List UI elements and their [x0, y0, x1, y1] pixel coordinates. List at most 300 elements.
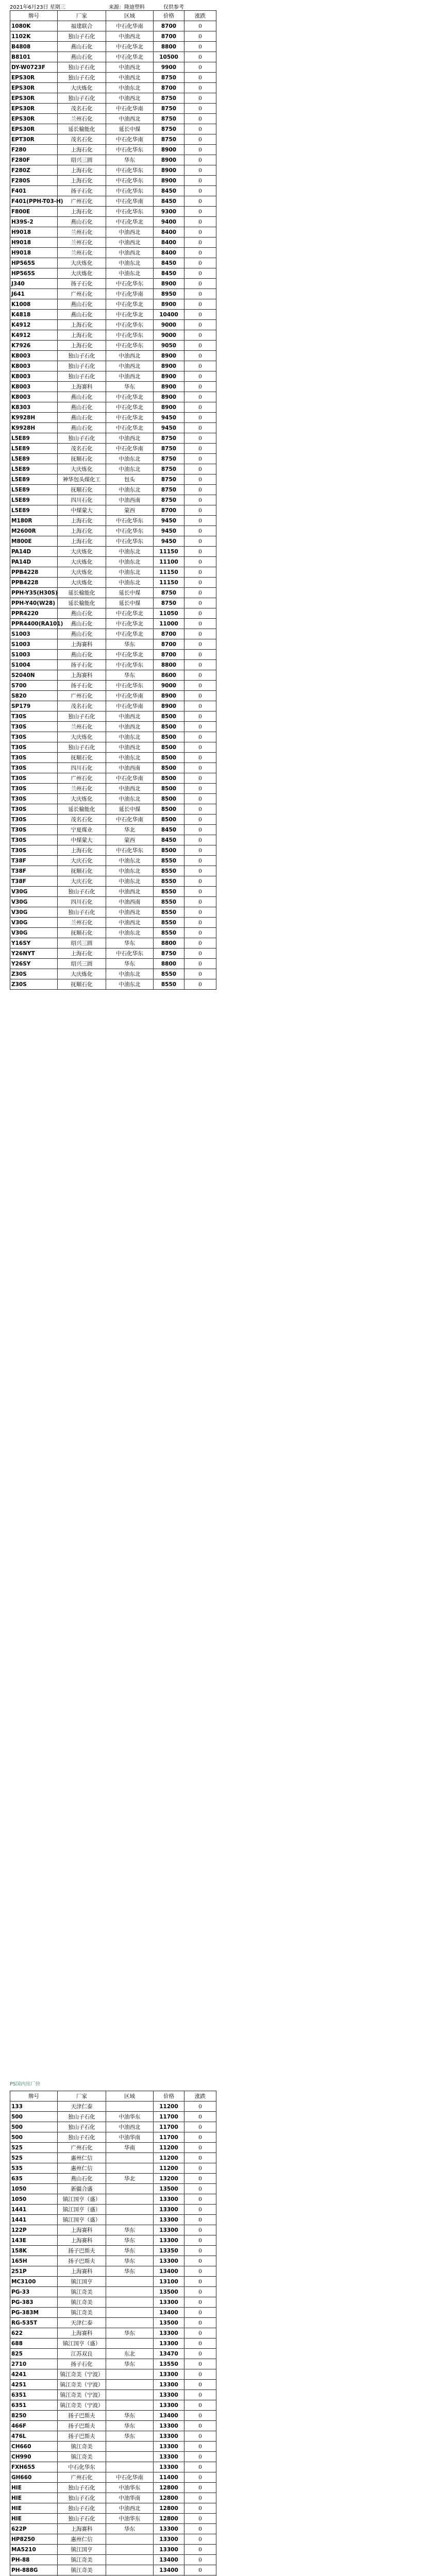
- col-maker: 大庆炼化: [58, 557, 106, 567]
- col-grade: PPR4400(RA101): [10, 619, 58, 629]
- col-grade: 1441: [10, 2215, 58, 2225]
- table-row: [10, 681, 216, 691]
- col-maker: 大庆炼化: [58, 83, 106, 93]
- col-change: 0: [184, 2390, 216, 2400]
- col-maker: 上海石化: [58, 948, 106, 959]
- col-change: 0: [184, 2318, 216, 2328]
- col-grade: K1008: [10, 299, 58, 310]
- col-price: 9450: [154, 516, 184, 526]
- table-row: [10, 165, 216, 176]
- col-change: 0: [184, 918, 216, 928]
- table-row: [10, 650, 216, 660]
- col-region: 蒙西: [106, 835, 154, 845]
- col-price: 8750: [154, 464, 184, 474]
- col-maker: 中煤蒙大: [58, 835, 106, 845]
- col-maker: 延长榆能化: [58, 124, 106, 134]
- top-info-bar: [10, 2, 216, 10]
- col-maker: 抚顺石化: [58, 454, 106, 464]
- col-grade: EPS30R: [10, 104, 58, 114]
- col-region: 包头: [106, 474, 154, 485]
- table-row: [10, 2503, 216, 2514]
- table-row: [10, 598, 216, 608]
- col-maker: 上海赛科: [58, 2225, 106, 2235]
- col-price: 8550: [154, 887, 184, 897]
- col-change: 0: [184, 2421, 216, 2431]
- col-region: 中油西北: [106, 361, 154, 371]
- col-grade: 165H: [10, 2256, 58, 2266]
- table-row: [10, 444, 216, 454]
- col-change: 0: [184, 2452, 216, 2462]
- table-row: [10, 918, 216, 928]
- col-change: 0: [184, 2112, 216, 2122]
- table-row: [10, 2483, 216, 2493]
- col-region: 中石化华东: [106, 681, 154, 691]
- table-row: [10, 547, 216, 557]
- col-maker: 扬子石化: [58, 279, 106, 289]
- col-grade: 133: [10, 2102, 58, 2112]
- col-maker: 抚顺石化: [58, 928, 106, 938]
- col-region: 中石化华北: [106, 392, 154, 402]
- col-maker: 镇江奇美: [58, 2297, 106, 2308]
- col-maker: 抚顺石化: [58, 979, 106, 990]
- col-change: 0: [184, 2297, 216, 2308]
- col-grade: 525: [10, 2143, 58, 2153]
- col-maker: 镇江奇美（宁波）: [58, 2390, 106, 2400]
- col-price: 13300: [154, 2369, 184, 2380]
- col-change: 0: [184, 155, 216, 165]
- table-row: [10, 155, 216, 165]
- col-grade: 4241: [10, 2369, 58, 2380]
- col-region: 中油东北: [106, 258, 154, 268]
- col-price: 9450: [154, 413, 184, 423]
- report-date: 2021年6月23日 星期三: [10, 5, 65, 10]
- col-price: 11200: [154, 2102, 184, 2112]
- section-title: PS国内出厂价: [10, 2081, 41, 2087]
- table-row: [10, 784, 216, 794]
- col-price: 11700: [154, 2122, 184, 2132]
- col-price: 11700: [154, 2132, 184, 2143]
- table-row: [10, 402, 216, 413]
- table-row: [10, 711, 216, 722]
- col-price: 8700: [154, 31, 184, 42]
- col-price: 9400: [154, 217, 184, 227]
- table-row: [10, 134, 216, 145]
- col-region: [106, 2297, 154, 2308]
- col-price: 8450: [154, 835, 184, 845]
- col-grade: V30G: [10, 887, 58, 897]
- col-region: 华东: [106, 382, 154, 392]
- col-region: 华东: [106, 938, 154, 948]
- table-row: [10, 742, 216, 753]
- table-row: [10, 2534, 216, 2545]
- col-region: 中油东北: [106, 794, 154, 804]
- col-change: 0: [184, 474, 216, 485]
- col-maker: 燕山石化: [58, 52, 106, 62]
- col-change: 0: [184, 2555, 216, 2565]
- col-maker: 兰州石化: [58, 918, 106, 928]
- col-change: 0: [184, 876, 216, 887]
- col-region: 中石化华东: [106, 165, 154, 176]
- col-grade: 635: [10, 2174, 58, 2184]
- col-price: 8550: [154, 969, 184, 979]
- col-maker: 大庆炼化: [58, 547, 106, 557]
- table-row: [10, 866, 216, 876]
- col-region: 华东: [106, 2266, 154, 2277]
- col-price: 13400: [154, 2308, 184, 2318]
- col-region: [106, 2338, 154, 2349]
- disclaimer-note: 仅供参考: [163, 5, 184, 10]
- col-maker: 镇江奇美: [58, 2452, 106, 2462]
- col-price: 8500: [154, 784, 184, 794]
- col-price: 13300: [154, 2452, 184, 2462]
- col-maker: 上海赛科: [58, 2266, 106, 2277]
- col-change: 0: [184, 248, 216, 258]
- table-row: [10, 52, 216, 62]
- col-grade: 1080K: [10, 21, 58, 31]
- col-maker: 镇江奇美: [58, 2287, 106, 2297]
- col-grade: K8003: [10, 361, 58, 371]
- table-header-row: [10, 11, 216, 21]
- col-change: 0: [184, 217, 216, 227]
- col-grade: T30S: [10, 732, 58, 742]
- col-price: 13300: [154, 2390, 184, 2400]
- col-change: 0: [184, 2246, 216, 2256]
- col-maker: 广州石化: [58, 2472, 106, 2483]
- col-maker: 独山子石化: [58, 351, 106, 361]
- col-change: 0: [184, 2184, 216, 2194]
- col-region: 中油东北: [106, 753, 154, 763]
- col-grade: Z30S: [10, 979, 58, 990]
- col-price: 8900: [154, 279, 184, 289]
- col-region: 中油东北: [106, 856, 154, 866]
- col-price: 13500: [154, 2318, 184, 2328]
- col-change: 0: [184, 268, 216, 279]
- col-maker: 独山子石化: [58, 2112, 106, 2122]
- header-col-maker: 厂家: [58, 11, 106, 21]
- table-row: [10, 464, 216, 474]
- col-change: 0: [184, 392, 216, 402]
- table-row: [10, 238, 216, 248]
- col-price: 13300: [154, 2194, 184, 2205]
- col-change: 0: [184, 2194, 216, 2205]
- table-row: [10, 114, 216, 124]
- col-price: 8550: [154, 866, 184, 876]
- col-grade: F280Z: [10, 165, 58, 176]
- header-col-grade: 牌号: [10, 2091, 58, 2102]
- col-price: 8550: [154, 918, 184, 928]
- col-grade: F280F: [10, 155, 58, 165]
- col-maker: 扬子石化: [58, 660, 106, 670]
- col-maker: 兰州石化: [58, 227, 106, 238]
- col-price: 8550: [154, 979, 184, 990]
- col-change: 0: [184, 104, 216, 114]
- col-maker: 镇江奇美: [58, 2442, 106, 2452]
- table-row: [10, 423, 216, 433]
- col-price: 9000: [154, 330, 184, 341]
- col-price: 8750: [154, 948, 184, 959]
- col-change: 0: [184, 2122, 216, 2132]
- table-row: [10, 2174, 216, 2184]
- col-maker: 宁夏煤业: [58, 825, 106, 835]
- col-change: 0: [184, 711, 216, 722]
- col-grade: B4808: [10, 42, 58, 52]
- col-grade: 500: [10, 2112, 58, 2122]
- col-change: 0: [184, 2266, 216, 2277]
- col-region: 延长中煤: [106, 804, 154, 815]
- col-maker: 大庆炼化: [58, 732, 106, 742]
- col-maker: 天津仁泰: [58, 2102, 106, 2112]
- col-change: 0: [184, 887, 216, 897]
- col-change: 0: [184, 2287, 216, 2297]
- table-row: [10, 2493, 216, 2503]
- col-price: 13300: [154, 2205, 184, 2215]
- col-change: 0: [184, 567, 216, 578]
- col-price: 8700: [154, 83, 184, 93]
- col-maker: 大庆石化: [58, 856, 106, 866]
- col-price: 11200: [154, 2163, 184, 2174]
- col-region: 中石化华东: [106, 145, 154, 155]
- col-region: [106, 2390, 154, 2400]
- col-grade: 8250: [10, 2411, 58, 2421]
- col-grade: J641: [10, 289, 58, 299]
- col-region: 中石化华北: [106, 42, 154, 52]
- col-region: 中油东北: [106, 567, 154, 578]
- col-price: 13300: [154, 2431, 184, 2442]
- col-maker: 镇江奇美（宁波）: [58, 2369, 106, 2380]
- col-region: 延长中煤: [106, 598, 154, 608]
- col-change: 0: [184, 21, 216, 31]
- col-grade: F401: [10, 186, 58, 196]
- col-grade: T30S: [10, 825, 58, 835]
- table-row: [10, 248, 216, 258]
- col-change: 0: [184, 2174, 216, 2184]
- col-grade: K8003: [10, 371, 58, 382]
- col-region: 中油西北: [106, 887, 154, 897]
- col-region: [106, 2277, 154, 2287]
- col-change: 0: [184, 124, 216, 134]
- col-price: 13200: [154, 2174, 184, 2184]
- col-change: 0: [184, 2462, 216, 2472]
- col-maker: 茂名石化: [58, 134, 106, 145]
- col-price: 8900: [154, 382, 184, 392]
- col-maker: 茂名石化: [58, 104, 106, 114]
- col-grade: K8003: [10, 392, 58, 402]
- col-grade: L5E89: [10, 474, 58, 485]
- table-row: [10, 351, 216, 361]
- col-grade: L5E89: [10, 454, 58, 464]
- header-col-change: 涨跌: [184, 2091, 216, 2102]
- col-region: 中油西北: [106, 371, 154, 382]
- col-maker: 燕山石化: [58, 608, 106, 619]
- col-region: 中石化华南: [106, 701, 154, 711]
- col-price: 13400: [154, 2411, 184, 2421]
- col-region: 华东: [106, 2256, 154, 2266]
- col-grade: K8003: [10, 351, 58, 361]
- table-row: [10, 845, 216, 856]
- col-price: 11050: [154, 608, 184, 619]
- col-price: 11400: [154, 2472, 184, 2483]
- col-region: [106, 2380, 154, 2390]
- col-maker: 燕山石化: [58, 42, 106, 52]
- col-maker: 兰州石化: [58, 784, 106, 794]
- col-price: 8800: [154, 42, 184, 52]
- col-region: 中油西北: [106, 711, 154, 722]
- col-change: 0: [184, 897, 216, 907]
- table-row: [10, 42, 216, 52]
- col-region: 中石化华东: [106, 948, 154, 959]
- col-price: 9050: [154, 341, 184, 351]
- col-region: 中油东北: [106, 979, 154, 990]
- col-region: 中石化华东: [106, 320, 154, 330]
- col-change: 0: [184, 753, 216, 763]
- col-region: 华东: [106, 2359, 154, 2369]
- col-change: 0: [184, 165, 216, 176]
- table-row: [10, 73, 216, 83]
- table-row: [10, 104, 216, 114]
- col-maker: 扬子石化: [58, 186, 106, 196]
- col-price: 8900: [154, 155, 184, 165]
- col-change: 0: [184, 464, 216, 474]
- table-row: [10, 928, 216, 938]
- col-change: 0: [184, 2411, 216, 2421]
- col-change: 0: [184, 2328, 216, 2338]
- col-change: 0: [184, 2380, 216, 2390]
- col-grade: PPH-Y35(H30S): [10, 588, 58, 598]
- table-row: [10, 93, 216, 104]
- col-maker: 兰州石化: [58, 114, 106, 124]
- col-maker: 独山子石化: [58, 907, 106, 918]
- col-region: 中石化华南: [106, 2472, 154, 2483]
- col-change: 0: [184, 629, 216, 639]
- col-grade: MA5210: [10, 2545, 58, 2555]
- col-price: 8900: [154, 165, 184, 176]
- col-maker: 天津仁泰: [58, 2318, 106, 2328]
- col-change: 0: [184, 825, 216, 835]
- col-price: 8500: [154, 763, 184, 773]
- table-row: [10, 299, 216, 310]
- col-grade: PPB4228: [10, 567, 58, 578]
- col-region: [106, 2308, 154, 2318]
- col-grade: HP565S: [10, 268, 58, 279]
- col-maker: 独山子石化: [58, 2503, 106, 2514]
- col-change: 0: [184, 2277, 216, 2287]
- table-row: [10, 2246, 216, 2256]
- table-row: [10, 124, 216, 134]
- col-change: 0: [184, 62, 216, 73]
- col-price: 9000: [154, 681, 184, 691]
- col-price: 11150: [154, 567, 184, 578]
- col-maker: 延长榆能化: [58, 804, 106, 815]
- col-change: 0: [184, 2163, 216, 2174]
- col-grade: EPS30R: [10, 73, 58, 83]
- col-price: 8900: [154, 145, 184, 155]
- col-change: 0: [184, 701, 216, 711]
- col-price: 13300: [154, 2256, 184, 2266]
- table-row: [10, 588, 216, 598]
- table-row: [10, 701, 216, 711]
- source-note: 来源：隆迪塑料: [109, 5, 145, 10]
- col-change: 0: [184, 639, 216, 650]
- col-grade: 1102K: [10, 31, 58, 42]
- col-grade: S1003: [10, 629, 58, 639]
- col-region: 华东: [106, 2411, 154, 2421]
- col-maker: 镇江国亨（盛）: [58, 2194, 106, 2205]
- table-row: [10, 382, 216, 392]
- col-region: 华东: [106, 639, 154, 650]
- col-change: 0: [184, 856, 216, 866]
- col-region: [106, 2545, 154, 2555]
- col-price: 13300: [154, 2524, 184, 2534]
- col-change: 0: [184, 433, 216, 444]
- col-price: 8500: [154, 742, 184, 753]
- col-price: 8450: [154, 825, 184, 835]
- col-grade: T30S: [10, 722, 58, 732]
- table-row: [10, 485, 216, 495]
- col-grade: EPS30R: [10, 83, 58, 93]
- col-region: 华北: [106, 825, 154, 835]
- table-row: [10, 948, 216, 959]
- col-maker: 兰州石化: [58, 248, 106, 258]
- col-change: 0: [184, 2503, 216, 2514]
- col-price: 13500: [154, 2184, 184, 2194]
- col-grade: T30S: [10, 835, 58, 845]
- col-region: 中油华南: [106, 2132, 154, 2143]
- col-change: 0: [184, 866, 216, 876]
- col-grade: HP565S: [10, 258, 58, 268]
- col-maker: 独山子石化: [58, 711, 106, 722]
- col-maker: 中石化华东: [58, 2462, 106, 2472]
- col-maker: 燕山石化: [58, 310, 106, 320]
- col-price: 8750: [154, 124, 184, 134]
- table-row: [10, 2442, 216, 2452]
- col-region: 中油东北: [106, 969, 154, 979]
- col-price: 8900: [154, 691, 184, 701]
- col-maker: 独山子石化: [58, 2132, 106, 2143]
- col-grade: FXH655: [10, 2462, 58, 2472]
- col-region: 中油西南: [106, 495, 154, 505]
- col-region: 中油西北: [106, 351, 154, 361]
- col-change: 0: [184, 794, 216, 804]
- col-change: 0: [184, 134, 216, 145]
- col-price: 11150: [154, 547, 184, 557]
- table-row: [10, 31, 216, 42]
- col-price: 10400: [154, 310, 184, 320]
- table-row: [10, 176, 216, 186]
- col-grade: HIE: [10, 2514, 58, 2524]
- table-row: [10, 722, 216, 732]
- table-row: [10, 629, 216, 639]
- col-change: 0: [184, 505, 216, 516]
- col-change: 0: [184, 351, 216, 361]
- col-grade: B8101: [10, 52, 58, 62]
- table-row: [10, 887, 216, 897]
- col-region: 中油东北: [106, 547, 154, 557]
- table-row: [10, 186, 216, 196]
- table-row: [10, 2514, 216, 2524]
- table-row: [10, 145, 216, 155]
- col-grade: PH-88: [10, 2555, 58, 2565]
- col-change: 0: [184, 722, 216, 732]
- col-maker: 独山子石化: [58, 62, 106, 73]
- col-maker: 四川石化: [58, 495, 106, 505]
- col-maker: 上海赛科: [58, 2524, 106, 2534]
- col-change: 0: [184, 454, 216, 464]
- col-region: 中石化华北: [106, 619, 154, 629]
- col-change: 0: [184, 959, 216, 969]
- price-table: [10, 2091, 216, 2576]
- col-change: 0: [184, 114, 216, 124]
- col-maker: 抚顺石化: [58, 866, 106, 876]
